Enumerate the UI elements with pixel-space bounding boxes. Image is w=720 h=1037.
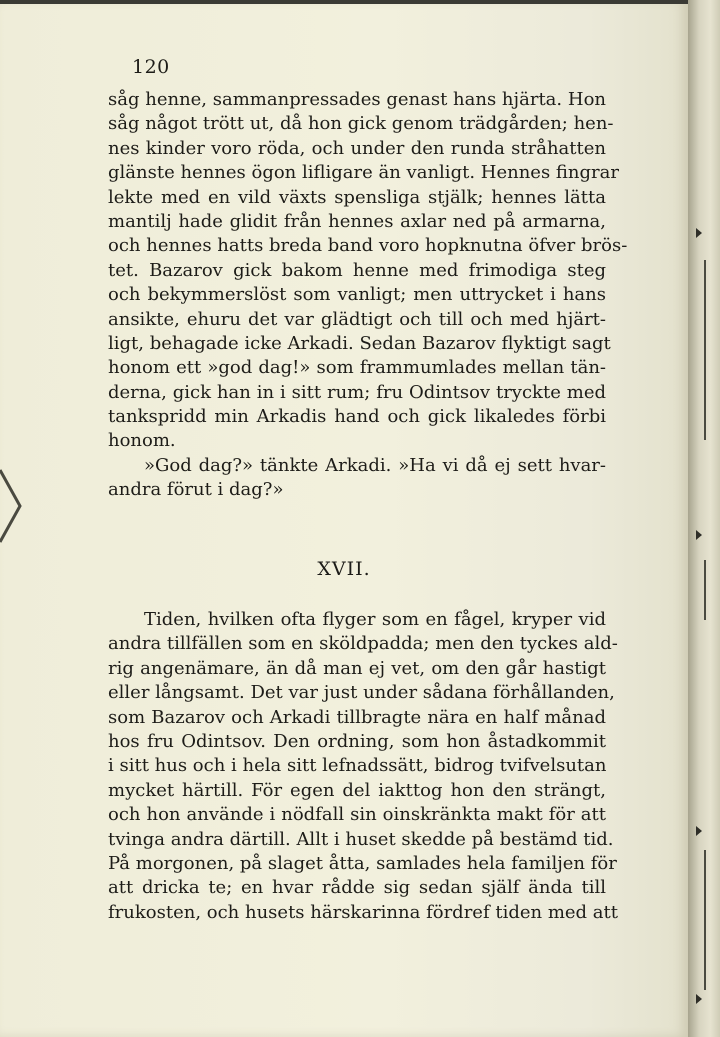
text-line: honom ett »god dag!» som frammumlades mellan tän- (108, 357, 606, 379)
edge-marker-icon (696, 530, 702, 540)
text-line: såg något trött ut, då hon gick genom trädgården; hen- (108, 113, 614, 135)
chapter-heading: XVII. (317, 558, 371, 580)
text-line: På morgonen, på slaget åtta, samlades hela familjen för (108, 852, 617, 874)
text-line: tet. Bazarov gick bakom henne med frimodiga steg (108, 259, 606, 281)
page-number: 120 (132, 56, 170, 78)
text-line: ligt, behagade icke Arkadi. Sedan Bazarov flyktigt sagt (108, 332, 611, 354)
text-line: eller långsamt. Det var just under sådana förhållanden, (108, 682, 615, 704)
edge-line (704, 560, 706, 620)
text-line: i sitt hus och i hela sitt lefnadssätt, bidrog tvifvelsutan (108, 755, 607, 777)
text-line: såg henne, sammanpressades genast hans hjärta. Hon (108, 89, 606, 110)
text-line: andra tillfällen som en sköldpadda; men den tyckes ald- (108, 633, 618, 655)
adjacent-page-edge (688, 0, 720, 1037)
edge-marker-icon (696, 994, 702, 1004)
text-line: ansikte, ehuru det var glädtigt och till och med hjärt- (108, 308, 606, 330)
text-line: mycket härtill. För egen del iakttog hon den strängt, (108, 779, 606, 801)
page-edge-arrow-icon (0, 466, 22, 546)
text-line: glänste hennes ögon lifligare än vanligt. Hennes fingrar (108, 162, 619, 184)
edge-line (704, 850, 706, 990)
text-line: andra förut i dag?» (108, 479, 284, 501)
text-line: tankspridd min Arkadis hand och gick likaledes förbi (108, 406, 606, 428)
text-line: och hennes hatts breda band voro hopknutna öfver brös- (108, 235, 628, 257)
edge-marker-icon (696, 826, 702, 836)
text-line: derna, gick han in i sitt rum; fru Odintsov tryckte med (108, 381, 606, 403)
page-top-edge (0, 0, 688, 4)
text-line: mantilj hade glidit från hennes axlar ned på armarna, (108, 210, 606, 232)
text-line: att dricka te; en hvar rådde sig sedan själf ända till (108, 877, 606, 899)
text-line: nes kinder voro röda, och under den runda stråhatten (108, 137, 606, 159)
text-line: och hon använde i nödfall sin oinskränkta makt för att (108, 804, 606, 826)
text-line: och bekymmerslöst som vanligt; men uttrycket i hans (108, 284, 606, 306)
paragraph-block-chapter (108, 608, 618, 925)
paragraph-block-top (108, 88, 628, 503)
text-line: frukosten, och husets härskarinna fördref tiden med att (108, 901, 618, 923)
text-line: Tiden, hvilken ofta flyger som en fågel, kryper vid (144, 609, 606, 630)
edge-marker-icon (696, 228, 702, 238)
text-line: honom. (108, 430, 176, 452)
edge-line (704, 260, 706, 440)
text-line: rig angenämare, än då man ej vet, om den går hastigt (108, 657, 606, 679)
text-line: som Bazarov och Arkadi tillbragte nära en half månad (108, 706, 606, 728)
text-line: »God dag?» tänkte Arkadi. »Ha vi då ej sett hvar- (144, 454, 606, 476)
text-line: lekte med en vild växts spensliga stjälk; hennes lätta (108, 186, 606, 208)
text-line: tvinga andra därtill. Allt i huset skedde på bestämd tid. (108, 828, 614, 850)
text-line: hos fru Odintsov. Den ordning, som hon åstadkommit (108, 730, 606, 752)
